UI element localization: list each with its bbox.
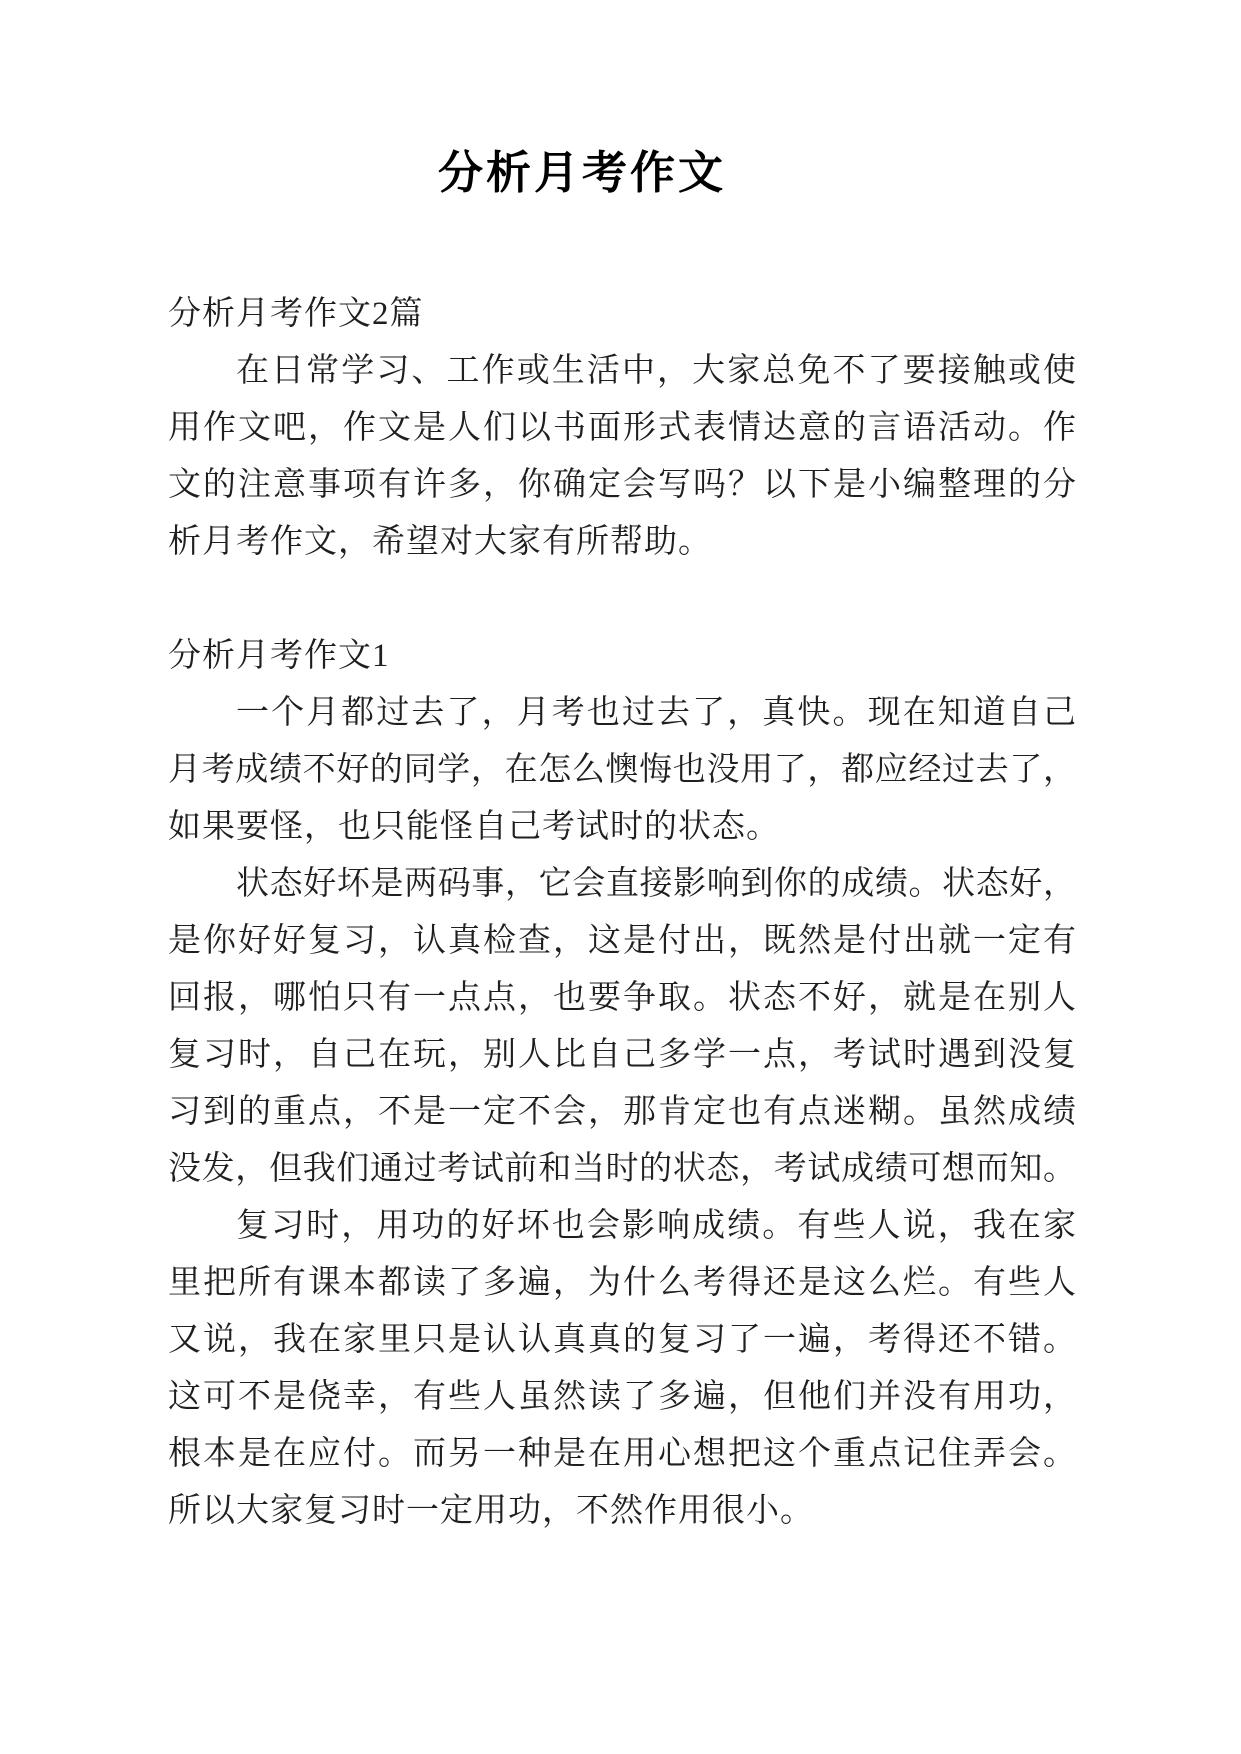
- text-line: 如果要怪，也只能怪自己考试时的状态。: [168, 809, 780, 845]
- text-line: 月考成绩不好的同学，在怎么懊悔也没用了，都应经过去了，: [168, 752, 1076, 788]
- text-line: 用作文吧，作文是人们以书面形式表情达意的言语活动。作: [168, 410, 1076, 446]
- text-line: 没发，但我们通过考试前和当时的状态，考试成绩可想而知。: [168, 1151, 1076, 1187]
- text-line: 习到的重点，不是一定不会，那肯定也有点迷糊。虽然成绩: [168, 1094, 1076, 1130]
- text-line: 是你好好复习，认真检查，这是付出，既然是付出就一定有: [168, 923, 1076, 959]
- text-line: 析月考作文，希望对大家有所帮助。: [168, 524, 712, 560]
- text-line: 回报，哪怕只有一点点，也要争取。状态不好，就是在别人: [168, 980, 1076, 1016]
- section-1-heading: 分析月考作文1: [168, 638, 390, 674]
- blank-line: [168, 571, 1076, 628]
- document-body: [168, 286, 1076, 1540]
- text-line: 又说，我在家里只是认认真真的复习了一遍，考得还不错。: [168, 1322, 1076, 1358]
- text-line: 所以大家复习时一定用功，不然作用很小。: [168, 1493, 814, 1529]
- text-line: 在日常学习、工作或生活中，大家总免不了要接触或使: [236, 353, 1076, 389]
- text-line: 这可不是侥幸，有些人虽然读了多遍，但他们并没有用功，: [168, 1379, 1076, 1415]
- document-title: 分析月考作文: [437, 148, 726, 198]
- text-line: 复习时，用功的好坏也会影响成绩。有些人说，我在家: [236, 1208, 1076, 1244]
- doc-count-line: 分析月考作文2篇: [168, 296, 424, 332]
- text-line: 根本是在应付。而另一种是在用心想把这个重点记住弄会。: [168, 1436, 1076, 1472]
- text-line: 文的注意事项有许多，你确定会写吗？以下是小编整理的分: [168, 467, 1076, 503]
- text-line: 复习时，自己在玩，别人比自己多学一点，考试时遇到没复: [168, 1037, 1076, 1073]
- text-line: 里把所有课本都读了多遍，为什么考得还是这么烂。有些人: [168, 1265, 1076, 1301]
- text-line: 状态好坏是两码事，它会直接影响到你的成绩。状态好，: [236, 866, 1076, 902]
- text-line: 一个月都过去了，月考也过去了，真快。现在知道自己: [236, 695, 1076, 731]
